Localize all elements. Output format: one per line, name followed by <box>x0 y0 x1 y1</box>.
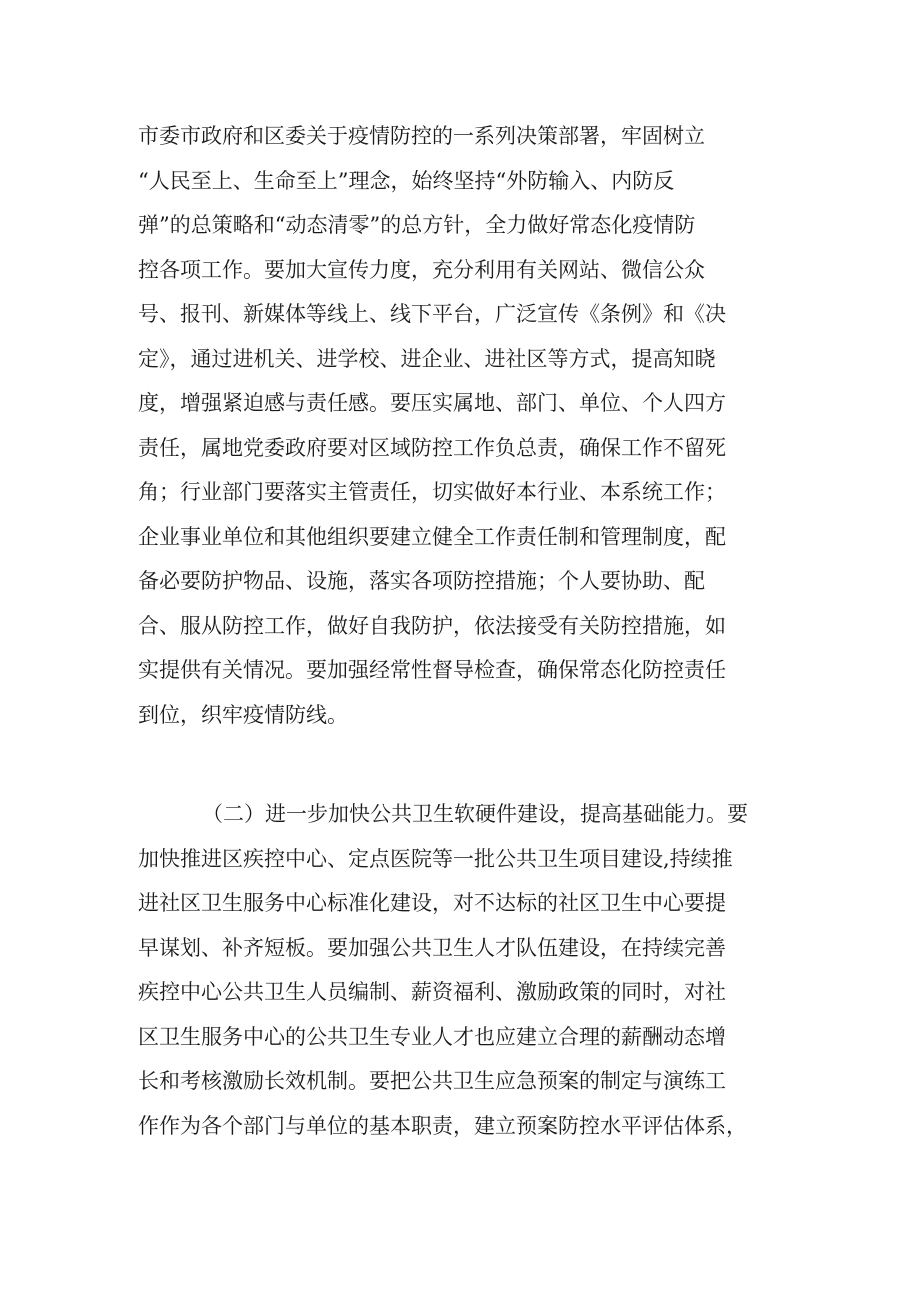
paragraph-line: 控各项工作。要加大宣传力度，充分利用有关网站、微信公众 <box>138 257 705 282</box>
paragraph-line: 作作为各个部门与单位的基本职责，建立预案防控水平评估体系， <box>138 1113 747 1138</box>
paragraph-line: “人民至上、生命至上”理念，始终坚持“外防输入、内防反 <box>138 168 675 193</box>
paragraph-line: 区卫生服务中心的公共卫生专业人才也应建立合理的薪酬动态增 <box>138 1024 726 1049</box>
paragraph-line: 度，增强紧迫感与责任感。要压实属地、部门、单位、个人四方 <box>138 391 726 415</box>
paragraph-line: 合、服从防控工作，做好自我防护，依法接受有关防控措施，如 <box>138 613 726 638</box>
paragraph-line: 市委市政府和区委关于疫情防控的一系列决策部署，牢固树立 <box>138 124 705 148</box>
paragraph-line: 企业事业单位和其他组织要建立健全工作责任制和管理制度，配 <box>138 524 726 549</box>
paragraph-line: 弹”的总策略和“动态清零”的总方针，全力做好常态化疫情防 <box>138 213 696 237</box>
paragraph-line: 备必要防护物品、设施，落实各项防控措施；个人要协助、配 <box>138 569 705 593</box>
paragraph-line: 定》，通过进机关、进学校、进企业、进社区等方式，提高知晓 <box>138 346 716 371</box>
paragraph-line: 进社区卫生服务中心标准化建设，对不达标的社区卫生中心要提 <box>138 891 726 915</box>
paragraph-line: 实提供有关情况。要加强经常性督导检查，确保常态化防控责任 <box>138 658 726 682</box>
paragraph-line: 长和考核激励长效机制。要把公共卫生应急预案的制定与演练工 <box>138 1069 726 1093</box>
paragraph-line: 疾控中心公共卫生人员编制、薪资福利、激励政策的同时，对社 <box>138 980 726 1004</box>
paragraph-line: 到位，织牢疫情防线。 <box>138 702 348 727</box>
paragraph-public-health-construction <box>138 792 828 1148</box>
paragraph-line: 责任，属地党委政府要对区域防控工作负总责，确保工作不留死 <box>138 435 726 460</box>
section-heading-line: （二）进一步加快公共卫生软硬件建设，提高基础能力。要 <box>202 802 748 826</box>
paragraph-line: 号、报刊、新媒体等线上、线下平台，广泛宣传《条例》和《决 <box>138 302 726 326</box>
paragraph-line: 早谋划、补齐短板。要加强公共卫生人才队伍建设，在持续完善 <box>138 935 726 960</box>
paragraph-line: 角；行业部门要落实主管责任，切实做好本行业、本系统工作； <box>138 480 726 504</box>
paragraph-line: 加快推进区疾控中心、定点医院等一批公共卫生项目建设,持续推 <box>138 846 733 871</box>
paragraph-responsibility <box>138 114 828 737</box>
